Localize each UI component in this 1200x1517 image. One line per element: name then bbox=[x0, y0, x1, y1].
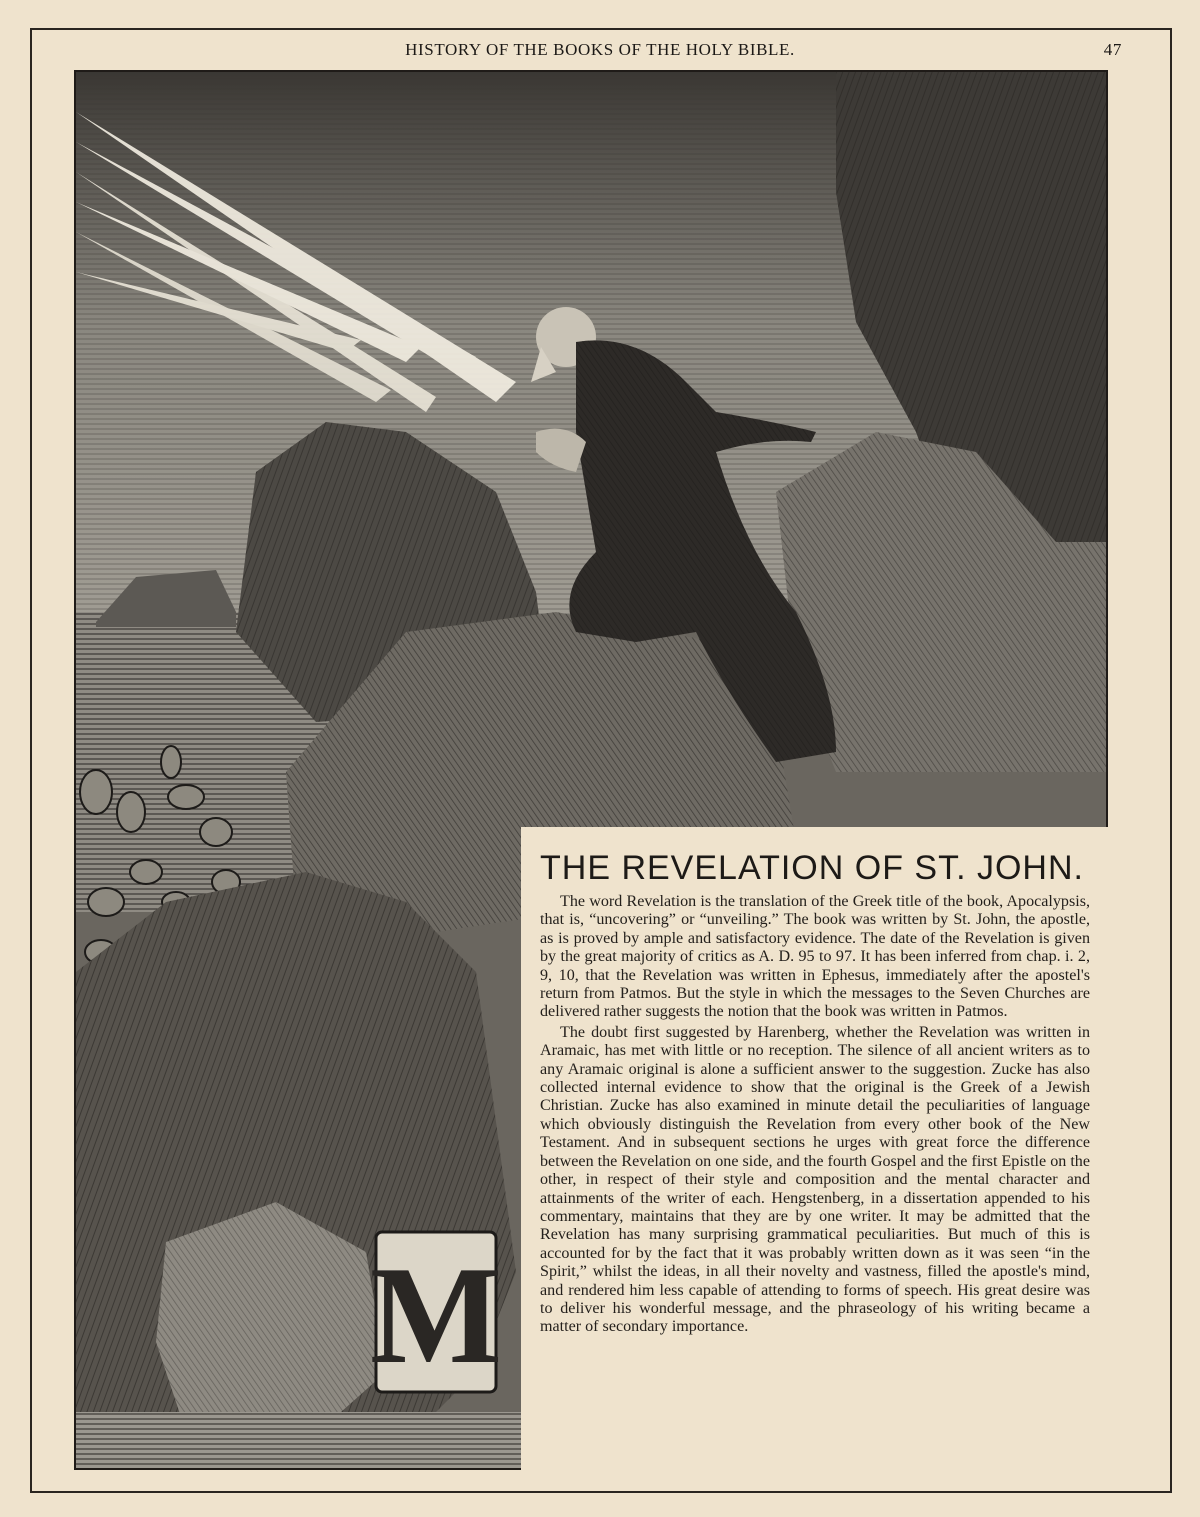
article-paragraph-1: The word Revelation is the translation of the Greek title of the book, Apocalypsis, that is, “uncovering” or “unveiling.” The book was written by St. John, the apostle, as is proved by ample and satisfactory evidence. The date of the Revelation is given by the great majority of critics as A. D. 95 to 97. It has been inferred from chap. i. 2, 9, 10, that the Revelation was written in Ephesus, immediately after the apostel's return from Patmos. But the style in which the messages to the Seven Churches are delivered rather suggests the notion that the book was written in Patmos. bbox=[540, 893, 1090, 1021]
page-number: 47 bbox=[1103, 40, 1122, 59]
decorative-initial-m bbox=[370, 1232, 502, 1393]
running-head-title: HISTORY OF THE BOOKS OF THE HOLY BIBLE. bbox=[405, 40, 795, 59]
article-text-panel bbox=[521, 827, 1110, 1472]
article-paragraph-2: The doubt first suggested by Harenberg, whether the Revelation was written in Aramaic, has met with little or no reception. The silence of all ancient writers as to any Aramaic original is alone a sufficient answer to the suggestion. Zucke has also collected internal evidence to show that the original is the Greek of a Jewish Christian. Zucke has also examined in minute detail the peculiarities of language which obviously distinguish the Revelation from every other book of the New Testament. And in subsequent sections he urges with great force the difference between the Revelation on one side, and the fourth Gospel and the first Epistle on the other, in respect of their style and composition and the mental character and attainments of the writer of each. Hengstenberg, in a dissertation appended to his commentary, maintains that they are by one writer. It may be admitted that the Revelation has many surprising grammatical peculiarities. But much of this is accounted for by the fact that it was probably written down as it was seen “in the Spirit,” whilst the ideas, in all their novelty and vastness, filled the apostle's mind, and rendered him less capable of attending to forms of speech. His great desire was to deliver his wonderful message, and the phraseology of his writing became a matter of secondary importance. bbox=[540, 1023, 1090, 1336]
article-title: THE REVELATION OF ST. JOHN. bbox=[540, 849, 1084, 887]
svg-text:M: M bbox=[369, 1238, 503, 1393]
running-head bbox=[0, 40, 1200, 70]
